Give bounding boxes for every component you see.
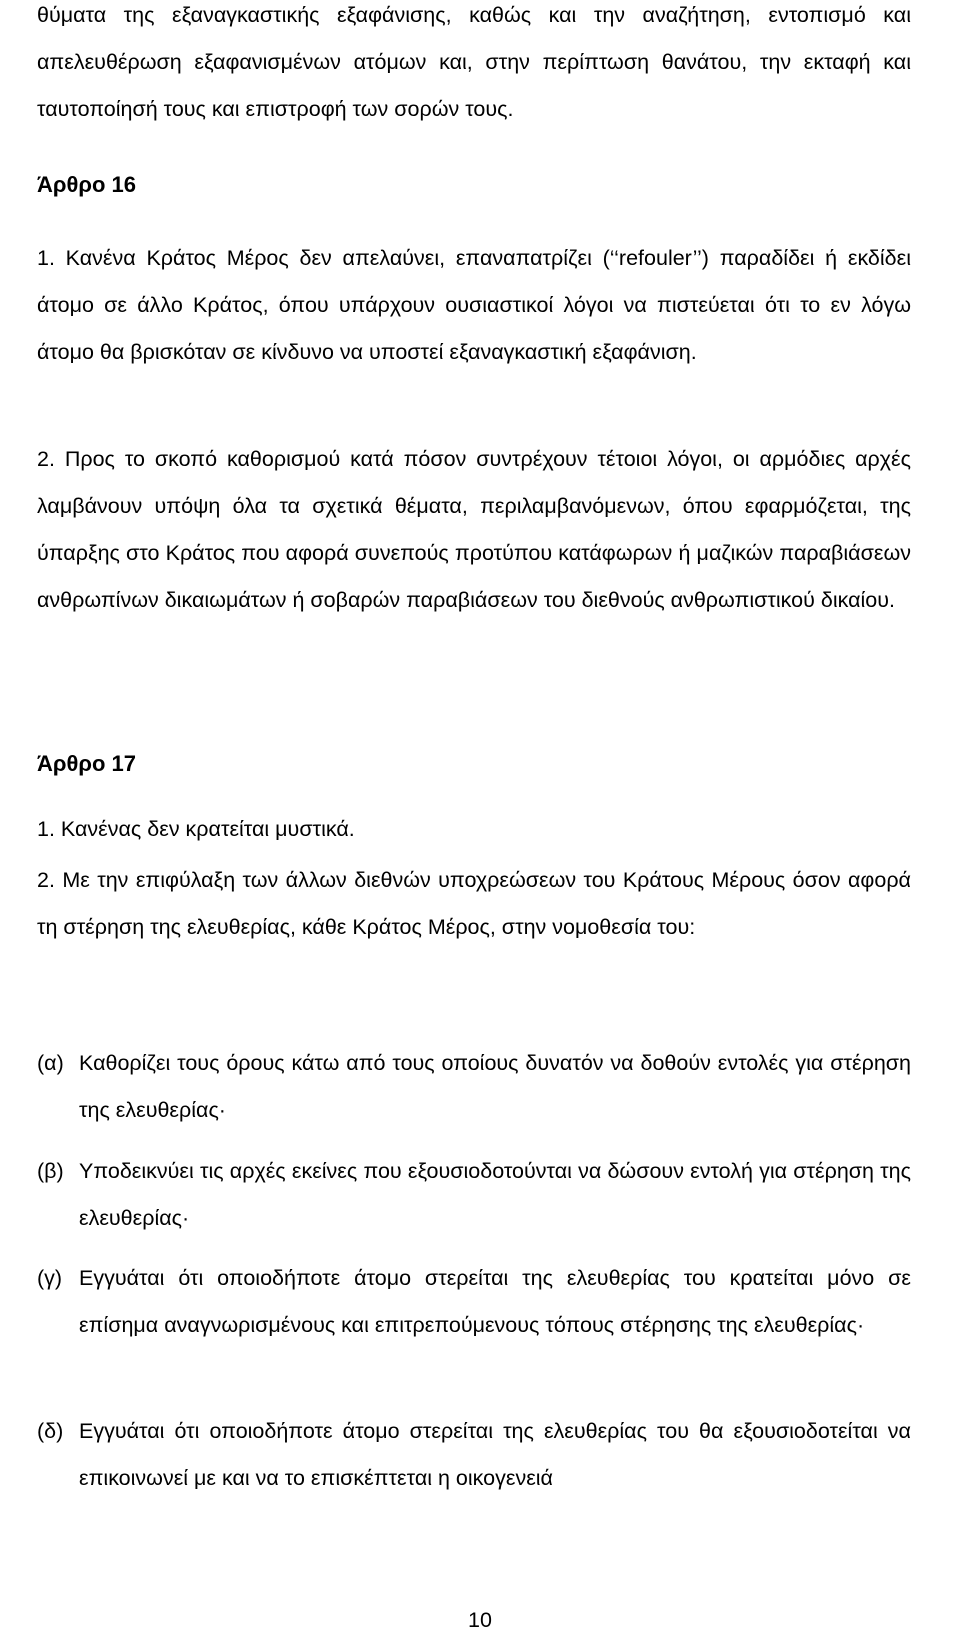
article-17-heading: Άρθρο 17: [37, 751, 137, 776]
article-16-paragraph-2: 2. Προς το σκοπό καθορισμού κατά πόσον συντρέχουν τέτοιοι λόγοι, οι αρμόδιες αρχές λαμβάνουν υπόψη όλα τα σχετικά θέματα, περιλαμβανόμενων, όπου εφαρμόζεται, της ύπαρξης στο Κράτος που αφορά συνεπούς προτύπου κατάφωρων ή μαζικών παραβιάσεων ανθρωπίνων δικαιωμάτων ή σοβαρών παραβιάσεων του διεθνούς ανθρωπιστικού δικαίου.: [37, 447, 911, 612]
article-17-item-b: [37, 1148, 911, 1242]
article-17-paragraph-1: 1. Κανένας δεν κρατείται μυστικά.: [37, 817, 355, 841]
article-17-item-a: [37, 1040, 911, 1134]
item-label: (α): [37, 1051, 64, 1075]
article-16-paragraph-1: 1. Κανένα Κράτος Μέρος δεν απελαύνει, επαναπατρίζει (‘‘refouler’’) παραδίδει ή εκδίδει άτομο σε άλλο Κράτος, όπου υπάρχουν ουσιαστικοί λόγοι να πιστεύεται ότι το εν λόγω άτομο θα βρισκόταν σε κίνδυνο να υποστεί εξαναγκαστική εξαφάνιση.: [37, 246, 911, 364]
article-16-heading: Άρθρο 16: [37, 172, 137, 197]
intro-paragraph: θύματα της εξαναγκαστικής εξαφάνισης, καθώς και την αναζήτηση, εντοπισμό και απελευθέρωση εξαφανισμένων ατόμων και, στην περίπτωση θανάτου, την εκταφή και ταυτοποίησή τους και επιστροφή των σορών τους.: [37, 3, 911, 121]
page-number: 10: [468, 1608, 492, 1632]
item-text: Εγγυάται ότι οποιοδήποτε άτομο στερείται της ελευθερίας του θα εξουσιοδοτείται να επικοινωνεί με και να το επισκέπτεται η οικογενειά: [79, 1419, 911, 1490]
article-17-item-c: [37, 1255, 911, 1349]
item-text: Εγγυάται ότι οποιοδήποτε άτομο στερείται της ελευθερίας του κρατείται μόνο σε επίσημα αναγνωρισμένους και επιτρεπούμενους τόπους στέρησης της ελευθερίας·: [79, 1266, 911, 1337]
item-label: (γ): [37, 1266, 63, 1290]
item-text: Υποδεικνύει τις αρχές εκείνες που εξουσιοδοτούνται να δώσουν εντολή για στέρηση της ελευθερίας·: [79, 1159, 911, 1230]
item-text: Καθορίζει τους όρους κάτω από τους οποίους δυνατόν να δοθούν εντολές για στέρηση της ελευθερίας·: [79, 1051, 911, 1122]
item-label: (δ): [37, 1419, 64, 1443]
article-17-item-d: [37, 1408, 911, 1502]
article-17-paragraph-2: 2. Με την επιφύλαξη των άλλων διεθνών υποχρεώσεων του Κράτους Μέρους όσον αφορά τη στέρηση της ελευθερίας, κάθε Κράτος Μέρος, στην νομοθεσία του:: [37, 868, 911, 939]
item-label: (β): [37, 1159, 64, 1183]
